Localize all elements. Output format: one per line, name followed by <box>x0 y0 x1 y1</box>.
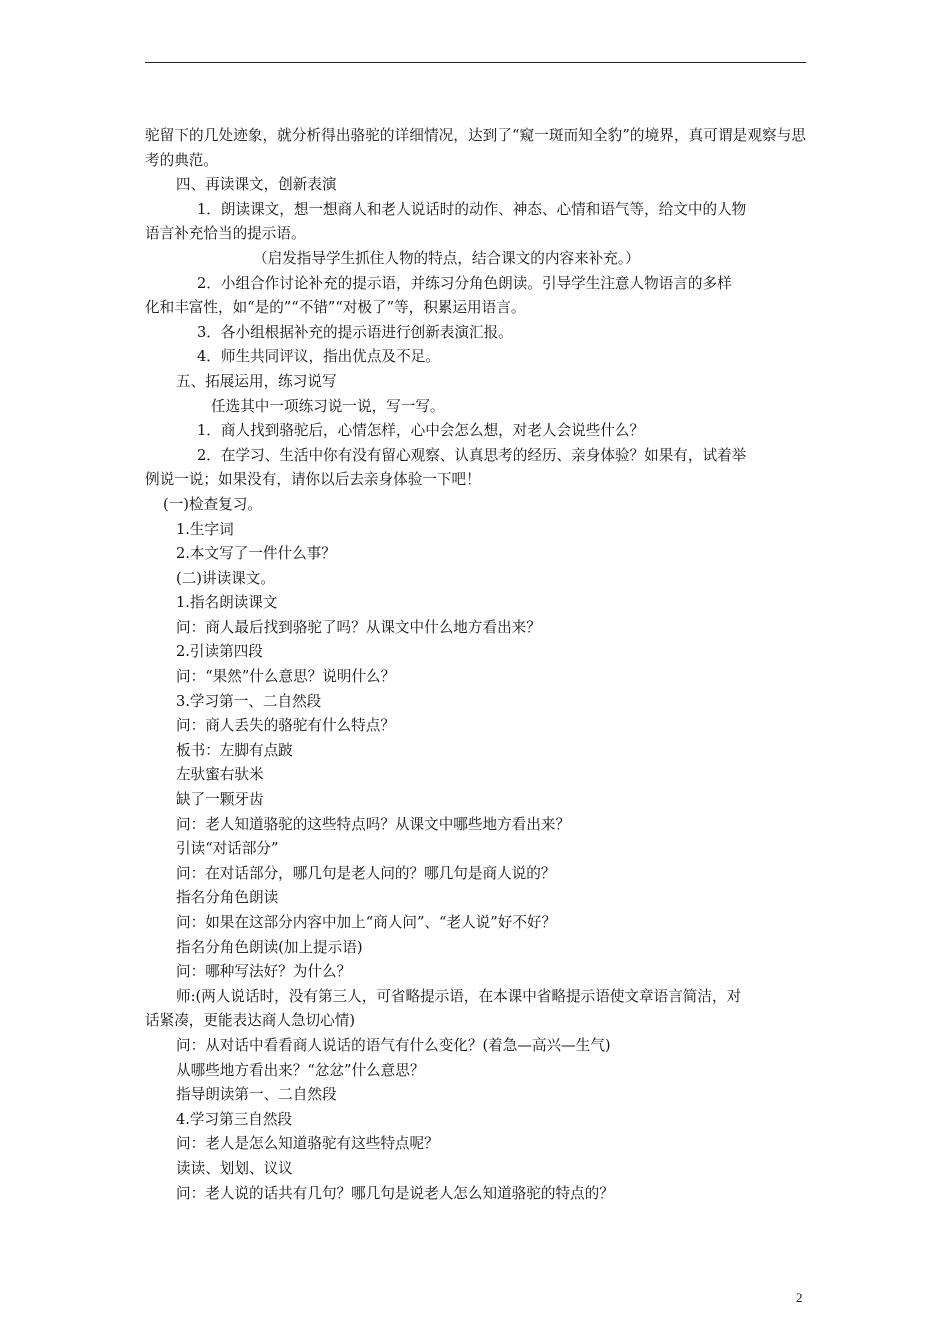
document-body <box>145 124 806 1206</box>
paragraph: 读读、划划、议议 <box>176 1159 293 1177</box>
paragraph: 4．师生共同评议，指出优点及不足。 <box>197 348 440 366</box>
paragraph: (一)检查复习。 <box>163 495 262 513</box>
paragraph: (二)讲读课文。 <box>176 569 275 587</box>
paragraph: 2．在学习、生活中你有没有留心观察、认真思考的经历、亲身体验？如果有，试着举 <box>197 446 747 464</box>
paragraph: 左驮蜜右驮米 <box>176 766 264 784</box>
paragraph: 问：从对话中看看商人说话的语气有什么变化？(着急—高兴—生气) <box>176 1036 611 1054</box>
paragraph: 1.生字词 <box>176 520 234 538</box>
paragraph: 2.本文写了一件什么事？ <box>176 545 336 563</box>
page-number: 2 <box>796 1290 803 1305</box>
paragraph: 例说一说；如果没有，请你以后去亲身体验一下吧！ <box>145 471 481 489</box>
paragraph: 1．朗读课文，想一想商人和老人说话时的动作、神态、心情和语气等，给文中的人物 <box>197 200 747 218</box>
paragraph: 问：商人最后找到骆驼了吗？从课文中什么地方看出来？ <box>176 618 541 636</box>
paragraph: 问：老人是怎么知道骆驼有这些特点呢？ <box>176 1135 439 1153</box>
paragraph: 驼留下的几处迹象，就分析得出骆驼的详细情况，达到了“窥一斑而知全豹”的境界，真可谓是观察与思考的典范。 <box>145 127 806 169</box>
paragraph: 缺了一颗牙齿 <box>176 791 264 809</box>
paragraph: 问：哪种写法好？为什么？ <box>176 963 352 981</box>
header-rule <box>145 62 806 63</box>
paragraph: 问：“果然”什么意思？说明什么？ <box>176 668 396 686</box>
paragraph: 4.学习第三自然段 <box>176 1110 293 1128</box>
paragraph: 师:(两人说话时，没有第三人，可省略提示语，在本课中省略提示语使文章语言简洁，对 <box>176 987 742 1005</box>
paragraph: 问：商人丢失的骆驼有什么特点？ <box>176 717 395 735</box>
paragraph: 2.引读第四段 <box>176 643 263 661</box>
paragraph: 任选其中一项练习说一说，写一写。 <box>211 397 445 415</box>
paragraph: 1.指名朗读课文 <box>176 594 278 612</box>
paragraph: 指名分角色朗读 <box>176 889 279 907</box>
paragraph: 1．商人找到骆驼后，心情怎样，心中会怎么想，对老人会说些什么？ <box>197 422 645 440</box>
paragraph: 话紧凑，更能表达商人急切心情) <box>145 1012 356 1030</box>
paragraph: 化和丰富性，如“是的”“不错”“对极了”等，积累运用语言。 <box>145 299 526 317</box>
paragraph: 四、再读课文，创新表演 <box>176 176 337 194</box>
paragraph: 从哪些地方看出来？“忿忿”什么意思？ <box>176 1061 425 1079</box>
paragraph: 问：老人知道骆驼的这些特点吗？从课文中哪些地方看出来？ <box>176 815 571 833</box>
paragraph: 问：如果在这部分内容中加上“商人问”、“老人说”好不好？ <box>176 914 557 931</box>
paragraph: 问：在对话部分，哪几句是老人问的？哪几句是商人说的？ <box>176 864 556 882</box>
paragraph: 引读“对话部分” <box>176 840 279 858</box>
paragraph: （启发指导学生抓住人物的特点，结合课文的内容来补充。） <box>253 249 640 267</box>
paragraph: 五、拓展运用，练习说写 <box>176 372 337 390</box>
paragraph: 指导朗读第一、二自然段 <box>176 1086 337 1104</box>
paragraph: 2．小组合作讨论补充的提示语，并练习分角色朗读。引导学生注意人物语言的多样 <box>197 274 732 292</box>
paragraph: 板书：左脚有点跛 <box>176 741 293 759</box>
paragraph: 3．各小组根据补充的提示语进行创新表演汇报。 <box>197 323 513 341</box>
paragraph: 语言补充恰当的提示语。 <box>145 225 306 243</box>
paragraph: 问：老人说的话共有几句？哪几句是说老人怎么知道骆驼的特点的？ <box>176 1184 614 1202</box>
paragraph: 3.学习第一、二自然段 <box>176 692 322 710</box>
paragraph: 指名分角色朗读(加上提示语) <box>176 938 363 956</box>
